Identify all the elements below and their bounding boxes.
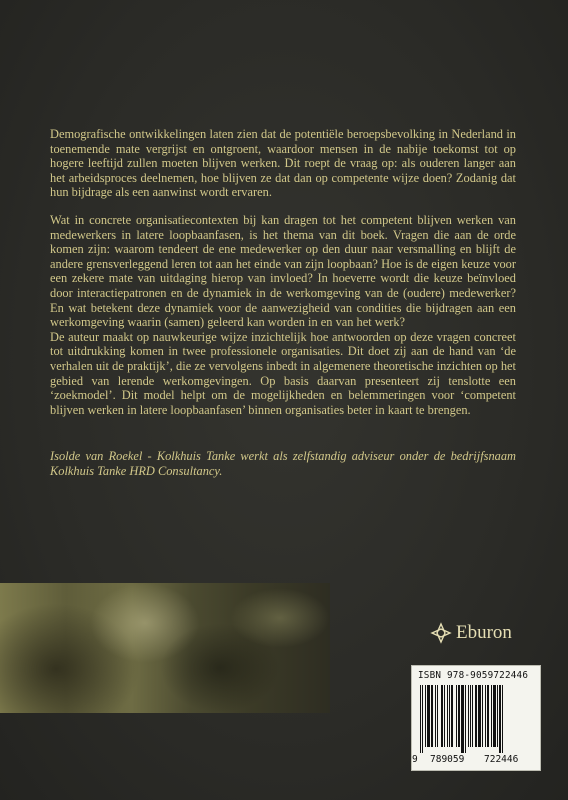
eburon-logo-icon xyxy=(430,622,452,644)
isbn-label: ISBN 978-9059722446 xyxy=(418,670,529,681)
publisher-logo xyxy=(430,622,512,644)
paragraph-theme: Wat in concrete organisatiecontexten bij kan dragen tot het competent blijven werken van medewerkers in latere loopbaanfasen, is het thema van dit boek. Vragen die aan de orde komen zijn: waarom tendeert de ene medewerker op den duur naar versmalling en blijft de andere grensverleggend leren tot aan het einde van zijn loopbaan? Hoe is de eigen keuze voor een zekere mate van uitdaging hierop van invloed? In hoeverre wordt die keuze beïnvloed door interactiepatronen en de dynamiek in de werkomgeving van de (oudere) medewerker? En wat betekent deze dynamiek voor de aanwezigheid van condities die bijdragen aan een werkomgeving waarin (samen) geleerd kan worden in en van het werk? xyxy=(50,212,516,330)
publisher-name: Eburon xyxy=(456,622,512,643)
back-cover-text xyxy=(50,127,516,491)
barcode-digit-first: 9 xyxy=(412,754,418,765)
barcode xyxy=(411,665,541,771)
barcode-bars xyxy=(420,685,532,753)
barcode-digits-right: 722446 xyxy=(484,754,519,765)
barcode-digits-left: 789059 xyxy=(430,754,465,765)
paragraph-method: De auteur maakt op nauwkeurige wijze inzichtelijk hoe antwoorden op deze vragen concreet tot uitdrukking komen in twee professionele organisaties. Dit doet zij aan de hand van ‘de verhalen uit de praktijk’, die ze vervolgens inbedt in algemenere theoretische inzichten op het gebied van lerende werkomgevingen. Op basis daarvan presenteert zij tenslotte een ‘zoekmodel’. Dit model helpt om de mogelijkheden en belemmeringen voor ‘competent blijven werken in latere loopbaanfasen’ binnen organisaties beter in kaart te brengen. xyxy=(50,329,516,417)
paragraph-intro: Demografische ontwikkelingen laten zien dat de potentiële beroepsbevolking in Nederland in toenemende mate vergrijst en ontgroent, waardoor mensen in de nabije toekomst tot op hogere leeftijd zullen moeten blijven werken. Dit roept de vraag op: als ouderen langer aan het arbeidsproces deelnemen, hoe blijven ze dat dan op competente wijze doen? Zodanig dat hun bijdrage als een aanwinst wordt ervaren. xyxy=(50,127,516,200)
cover-photo xyxy=(0,583,330,713)
author-note: Isolde van Roekel - Kolkhuis Tanke werkt als zelfstandig adviseur onder de bedrijfsnaam Kolkhuis Tanke HRD Consultancy. xyxy=(50,449,516,478)
